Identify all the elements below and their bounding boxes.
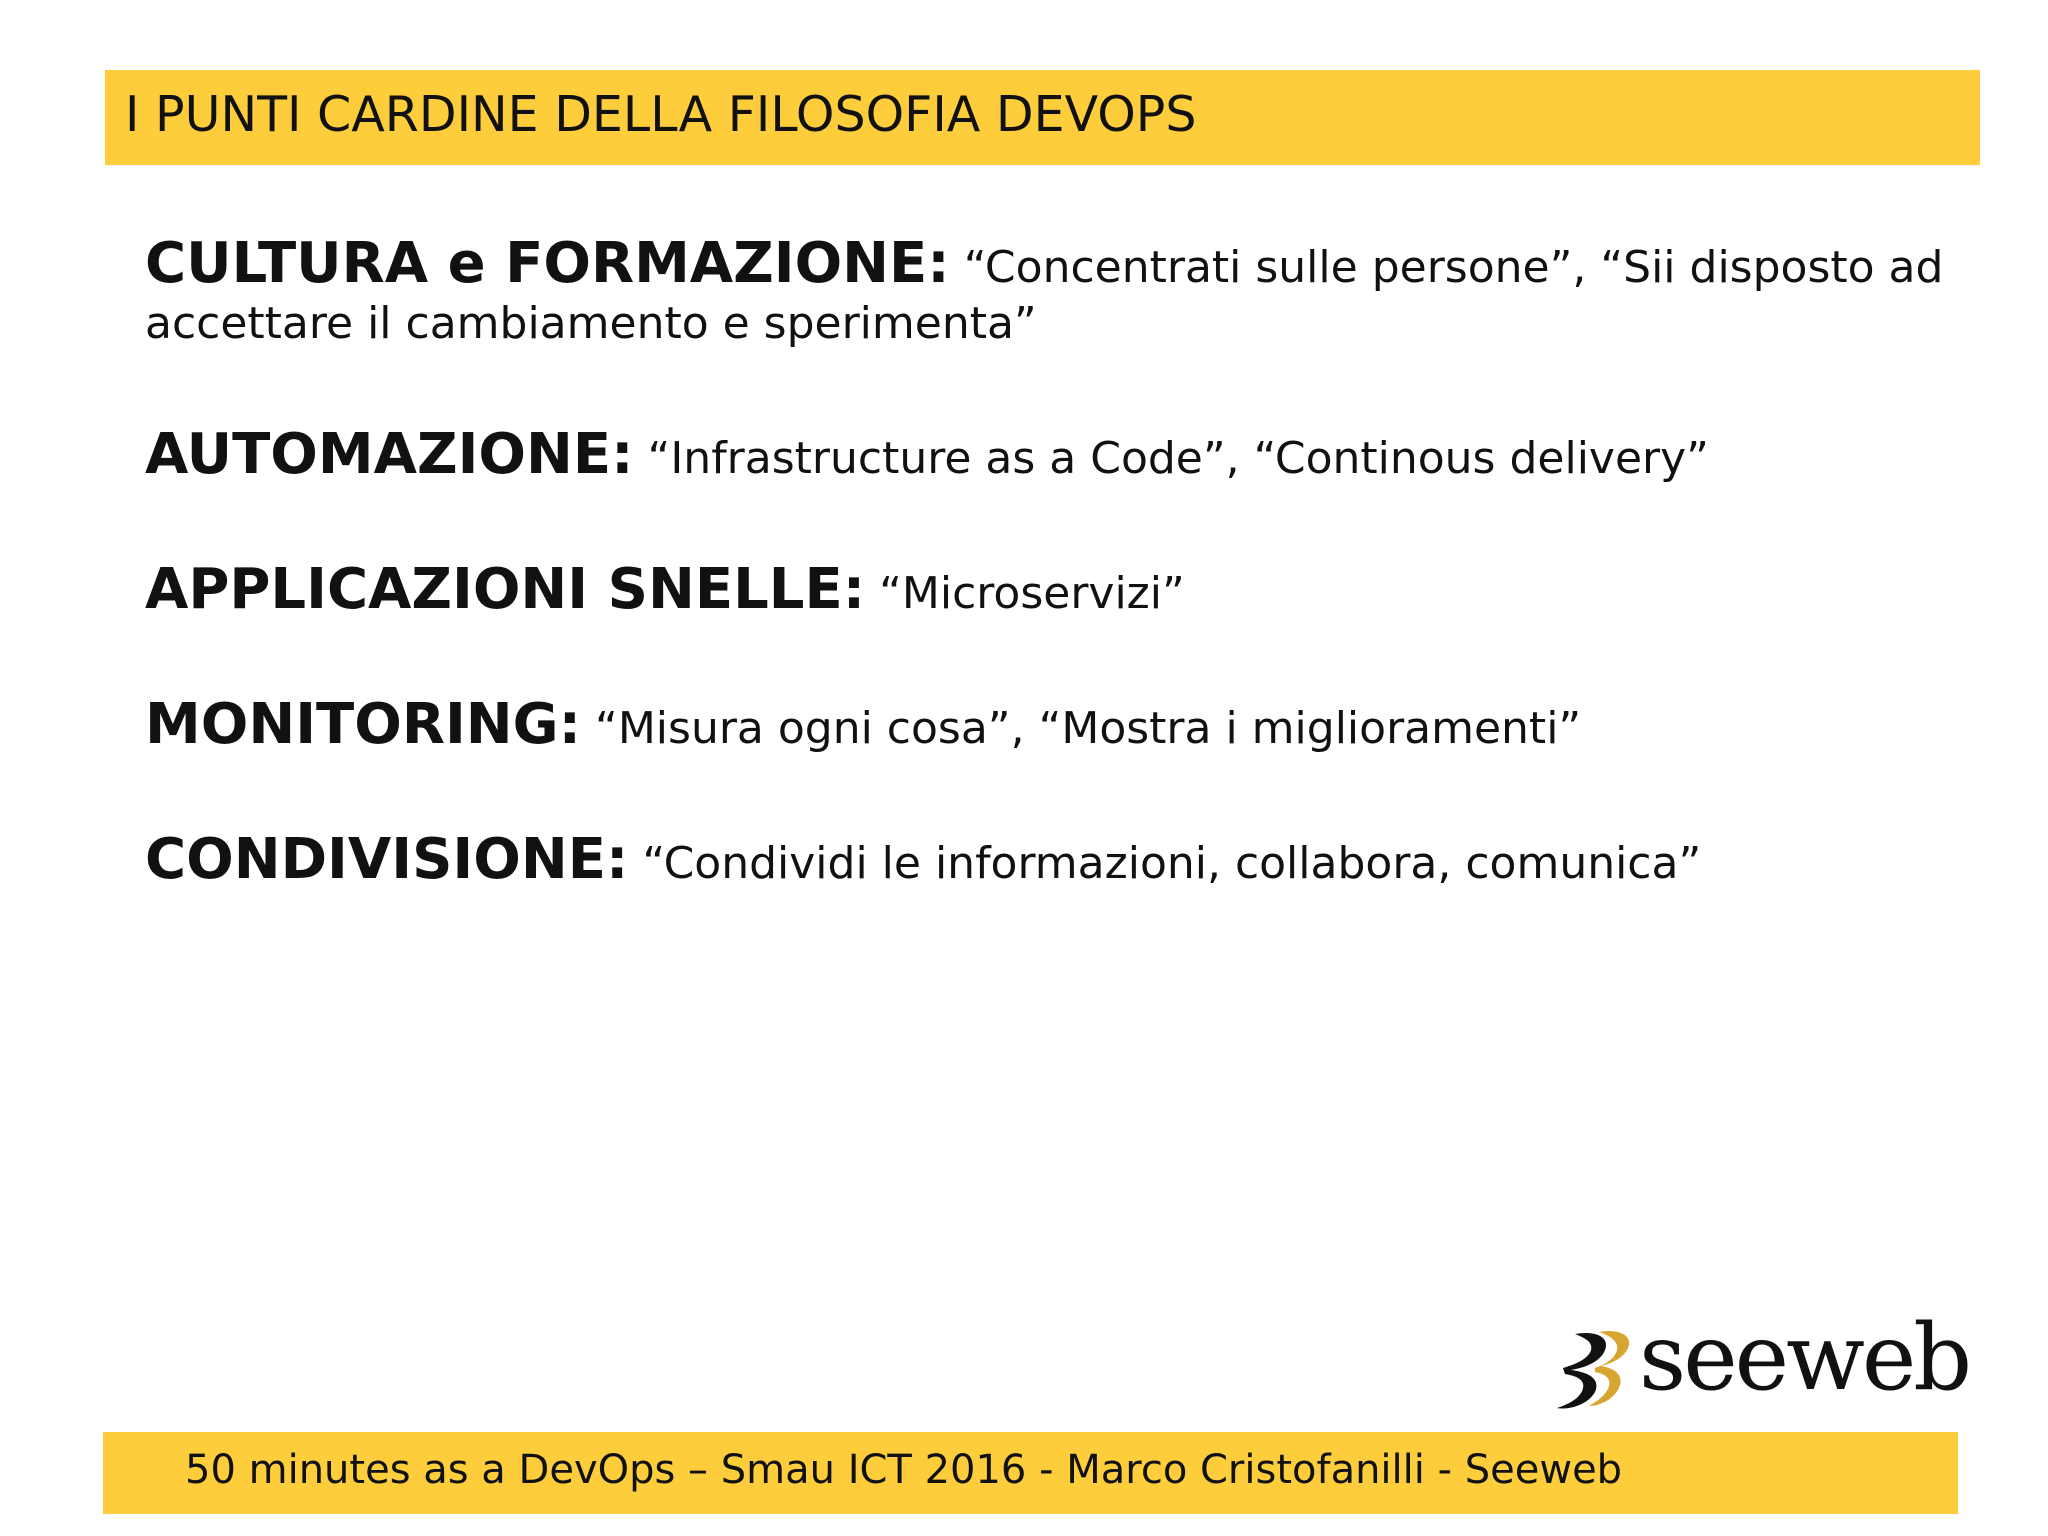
point-heading: APPLICAZIONI SNELLE:: [145, 557, 866, 622]
point-heading: MONITORING:: [145, 692, 582, 757]
point-text: “Condividi le informazioni, collabora, comunica”: [642, 838, 1702, 889]
seeweb-swoosh-logo-icon: [1555, 1328, 1645, 1413]
points-list: [145, 231, 1945, 967]
point-cultura: [145, 231, 1945, 352]
point-text: “Concentrati sulle persone”, “Sii disposto ad accettare il cambiamento e sperimenta”: [145, 242, 1944, 349]
point-heading: CONDIVISIONE:: [145, 827, 629, 892]
point-monitoring: [145, 692, 1945, 757]
point-heading: CULTURA e FORMAZIONE:: [145, 231, 950, 296]
slide-title: I PUNTI CARDINE DELLA FILOSOFIA DEVOPS: [125, 86, 1197, 143]
footer-bar: [103, 1432, 1958, 1514]
point-text: “Misura ogni cosa”, “Mostra i miglioramenti”: [595, 703, 1582, 754]
point-text: “Infrastructure as a Code”, “Continous delivery”: [647, 433, 1709, 484]
point-applicazioni: [145, 557, 1945, 622]
seeweb-logo: [1555, 1304, 1970, 1420]
point-heading: AUTOMAZIONE:: [145, 422, 634, 487]
title-bar: [105, 70, 1980, 165]
logo-wordmark: seeweb: [1639, 1304, 1970, 1411]
point-condivisione: [145, 827, 1945, 892]
footer-text: 50 minutes as a DevOps – Smau ICT 2016 - Marco Cristofanilli - Seeweb: [185, 1447, 1623, 1493]
point-automazione: [145, 422, 1945, 487]
point-text: “Microservizi”: [879, 568, 1185, 619]
